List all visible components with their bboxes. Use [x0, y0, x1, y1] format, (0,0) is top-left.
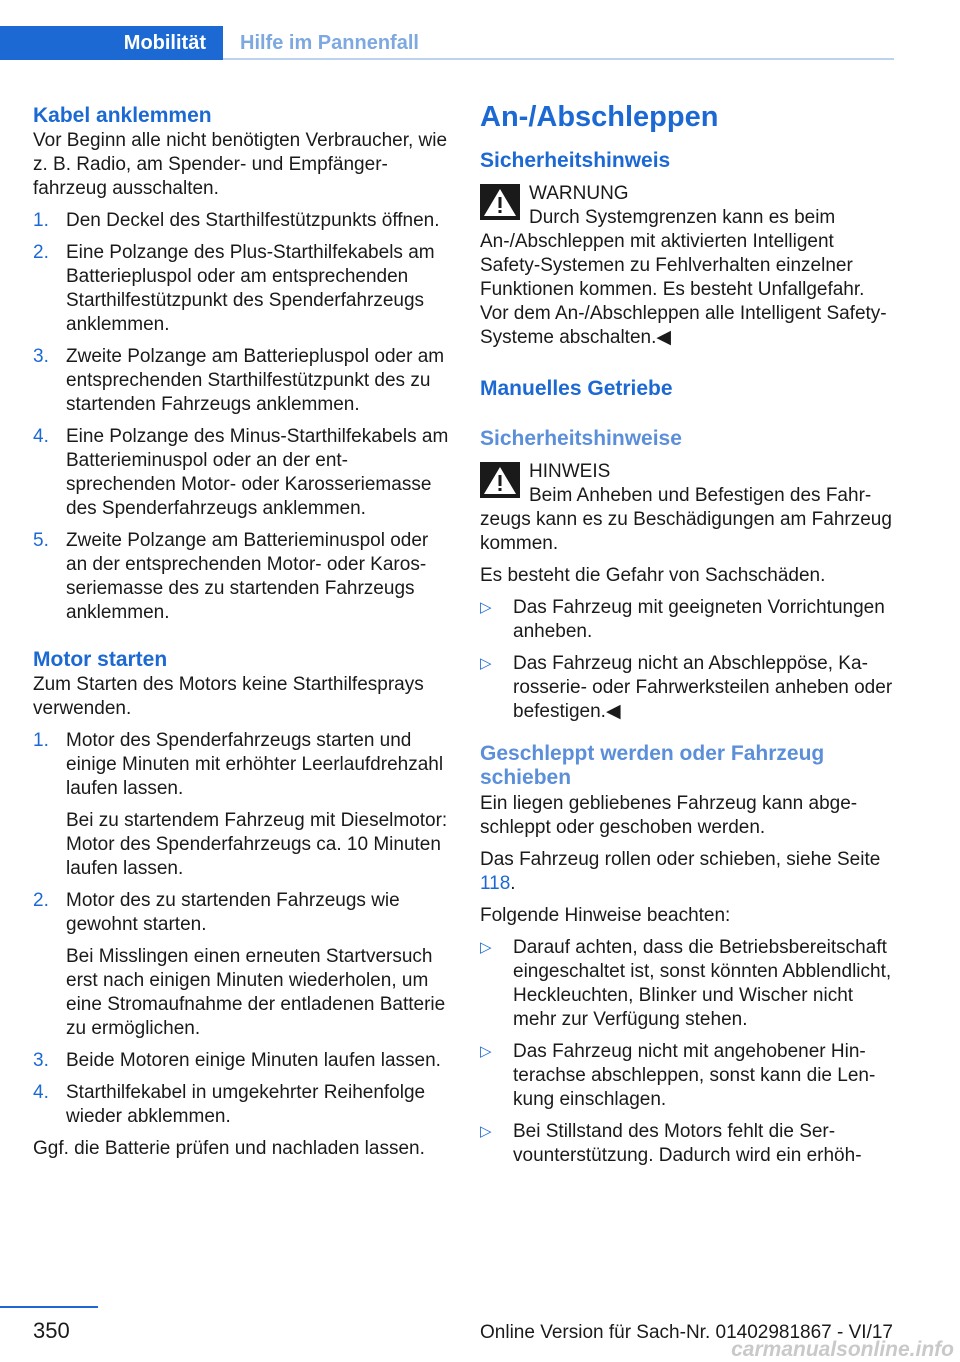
step-text: Motor des Spenderfahrzeugs starten und einige Minuten mit erhöhter Leerlaufdrehzahl laufen lassen.	[66, 730, 444, 799]
list-item	[33, 209, 449, 233]
step-number: 1.	[33, 210, 49, 231]
list-item	[480, 1120, 896, 1168]
bullet-text: Das Fahrzeug nicht mit angehobener Hinterachse abschleppen, sonst kann die Lenkung einschlagen.	[513, 1041, 876, 1110]
kabel-steps-list	[33, 209, 449, 625]
footer-line	[0, 1306, 98, 1308]
bullet-triangle-icon: ▷	[480, 599, 492, 616]
towed-list	[480, 936, 896, 1168]
step-text: Den Deckel des Starthilfestützpunkts öffnen.	[66, 210, 440, 231]
step-number: 3.	[33, 1050, 49, 1071]
page-number: 350	[33, 1318, 70, 1343]
bullet-text: Das Fahrzeug mit geeigneten Vorrichtungen anheben.	[513, 597, 885, 642]
list-item	[33, 241, 449, 337]
towed-ref-end: .	[510, 873, 516, 894]
hint-triangle-icon	[480, 462, 520, 498]
list-item	[33, 1081, 449, 1129]
online-version-text: Online Version für Sach-Nr. 01402981867 - VI/17	[480, 1322, 893, 1343]
list-item	[480, 936, 896, 1032]
step-text: Zweite Polzange am Batterieminuspol oder an der entsprechenden Motor- oder Karosseriemasse des zu startenden Fahrzeugs anklemmen.	[66, 530, 429, 623]
step-number: 2.	[33, 242, 49, 263]
list-item	[33, 1049, 449, 1073]
list-item	[480, 1040, 896, 1112]
page-link-118[interactable]: 118	[480, 873, 511, 894]
bullet-triangle-icon: ▷	[480, 1123, 492, 1140]
step-number: 2.	[33, 890, 49, 911]
warning-label: WARNUNG	[529, 183, 629, 204]
hint-label: HINWEIS	[529, 461, 611, 482]
warning-text: Durch Systemgrenzen kann es beim An-/Abschleppen mit aktivierten Intelligent Safety-Systemen zu Fehlverhalten einzelner Funktionen kommen. Es besteht Unfallgefahr. Vor dem An-/Abschleppen alle Intelligent Safety-Systeme abschalten.◀	[480, 207, 887, 348]
page-title: An-/Abschleppen	[480, 101, 719, 133]
towed-heading: Geschleppt werden oder Fahrzeug schieben	[480, 742, 825, 789]
safety2-heading: Sicherheitshinweise	[480, 427, 682, 450]
towed-ref-text: Das Fahrzeug rollen oder schieben, siehe Seite	[480, 849, 881, 870]
hint-risk: Es besteht die Gefahr von Sachschäden.	[480, 565, 826, 586]
step-number: 4.	[33, 1082, 49, 1103]
bullet-text: Das Fahrzeug nicht an Abschleppöse, Karosserie- oder Fahrwerksteilen anheben oder befestigen.◀	[513, 653, 893, 722]
motor-steps-list	[33, 729, 449, 1129]
bullet-triangle-icon: ▷	[480, 939, 492, 956]
list-item	[33, 425, 449, 521]
motor-outro: Ggf. die Batterie prüfen und nachladen lassen.	[33, 1138, 425, 1159]
safety-heading: Sicherheitshinweis	[480, 149, 671, 172]
towed-ref	[480, 848, 896, 896]
towed-intro: Ein liegen gebliebenes Fahrzeug kann abgeschleppt oder geschoben werden.	[480, 793, 858, 838]
bullet-triangle-icon: ▷	[480, 655, 492, 672]
step-text: Zweite Polzange am Batteriepluspol oder am entsprechenden Starthilfestützpunkt des zu startenden Fahrzeugs anklemmen.	[66, 346, 445, 415]
manual-gearbox-heading: Manuelles Getriebe	[480, 377, 673, 400]
bullet-triangle-icon: ▷	[480, 1043, 492, 1060]
kabel-intro: Vor Beginn alle nicht benötigten Verbraucher, wie z. B. Radio, am Spender- und Empfängerfahrzeug ausschalten.	[33, 130, 448, 199]
right-column	[480, 100, 896, 1176]
warning-triangle-icon	[480, 184, 520, 220]
step-text: Motor des zu startenden Fahrzeugs wie gewohnt starten.	[66, 890, 400, 935]
step-text: Starthilfekabel in umgekehrter Reihenfolge wieder abklemmen.	[66, 1082, 426, 1127]
kabel-heading: Kabel anklemmen	[33, 104, 212, 127]
step-number: 1.	[33, 730, 49, 751]
step-text: Eine Polzange des Minus-Starthilfekabels am Batterieminuspol oder an der entsprechenden Motor- oder Karosseriemasse des Spenderfahrzeugs anklemmen.	[66, 426, 449, 519]
towed-hints-intro: Folgende Hinweise beachten:	[480, 905, 731, 926]
list-item	[480, 596, 896, 644]
list-item	[33, 529, 449, 625]
list-item	[480, 652, 896, 724]
step-text: Eine Polzange des Plus-Starthilfekabels am Batteriepluspol oder am entsprechenden Starthilfestützpunkt des Spenderfahrzeugs anklemmen.	[66, 242, 435, 335]
motor-intro: Zum Starten des Motors keine Starthilfesprays verwenden.	[33, 674, 424, 719]
tab-divider-line	[223, 58, 894, 60]
left-column	[33, 103, 449, 1169]
motor-heading: Motor starten	[33, 648, 168, 671]
hint-text: Beim Anheben und Befestigen des Fahrzeugs kann es zu Beschädigungen am Fahrzeug kommen.	[480, 485, 892, 554]
hint-block	[480, 460, 896, 484]
list-item	[33, 889, 449, 1041]
tab-hilfe-im-pannenfall[interactable]: Hilfe im Pannenfall	[240, 32, 419, 54]
tab-mobilitaet[interactable]: Mobilität	[0, 26, 223, 60]
hint-list	[480, 596, 896, 724]
bullet-text: Bei Stillstand des Motors fehlt die Servounterstützung. Dadurch wird ein erhöh-	[513, 1121, 862, 1166]
step-number: 3.	[33, 346, 49, 367]
list-item	[33, 345, 449, 417]
bullet-text: Darauf achten, dass die Betriebsbereitschaft eingeschaltet ist, sonst könnten Abblendlicht, Heckleuchten, Blinker und Wischer nicht mehr zur Verfügung stehen.	[513, 937, 892, 1030]
watermark: carmanualsonline.info	[731, 1338, 954, 1361]
step-text: Beide Motoren einige Minuten laufen lassen.	[66, 1050, 441, 1071]
list-item	[33, 729, 449, 881]
step-number: 4.	[33, 426, 49, 447]
step-extra: Bei zu startendem Fahrzeug mit Dieselmotor: Motor des Spenderfahrzeugs ca. 10 Minuten laufen lassen.	[66, 810, 448, 879]
step-number: 5.	[33, 530, 49, 551]
step-extra: Bei Misslingen einen erneuten Startversuch erst nach einigen Minuten wiederholen, um eine Stromaufnahme der entladenen Batterie zu ermöglichen.	[66, 946, 446, 1039]
warning-block	[480, 182, 896, 206]
header-tabs	[0, 26, 894, 62]
